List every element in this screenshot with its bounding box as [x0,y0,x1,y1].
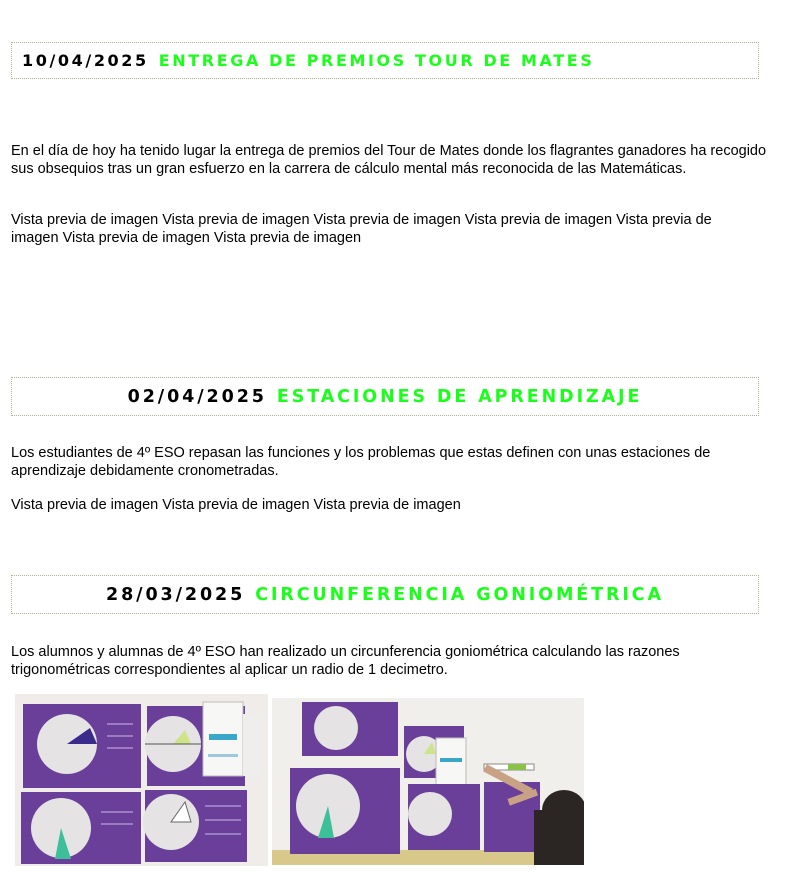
post-header-3 [11,575,759,614]
post-body: En el día de hoy ha tenido lugar la entrega de premios del Tour de Mates donde los flagrantes ganadores ha recogido sus obsequios tras un gran esfuerzo en la carrera de cálculo mental más reconocida de las Matemáticas. [11,143,767,177]
post-date: 10/04/2025 [22,51,149,70]
post-title: ENTREGA DE PREMIOS TOUR DE MATES [158,51,595,70]
post-header-1 [11,42,759,79]
image-preview-text: Vista previa de imagen Vista previa de imagen Vista previa de imagen [11,497,461,513]
post-body: Los estudiantes de 4º ESO repasan las funciones y los problemas que estas definen con unas estaciones de aprendizaje debidamente cronometradas. [11,445,711,479]
post-title: ESTACIONES DE APRENDIZAJE [276,386,643,407]
post-body: Los alumnos y alumnas de 4º ESO han realizado un circunferencia goniométrica calculando las razones trigonométricas correspondientes al aplicar un radio de 1 decimetro. [11,644,680,678]
post-header-2 [11,377,759,416]
post-date: 28/03/2025 [106,584,246,605]
post-date: 02/04/2025 [127,386,267,407]
photo-student-hanging-posters[interactable] [272,698,584,865]
post-title: CIRCUNFERENCIA GONIOMÉTRICA [255,584,664,605]
photo-posters-on-wall[interactable] [15,694,268,866]
image-preview-text: Vista previa de imagen Vista previa de imagen Vista previa de imagen Vista previa de imagen Vista previa de imagen Vista previa de imagen Vista previa de imagen [11,212,712,246]
